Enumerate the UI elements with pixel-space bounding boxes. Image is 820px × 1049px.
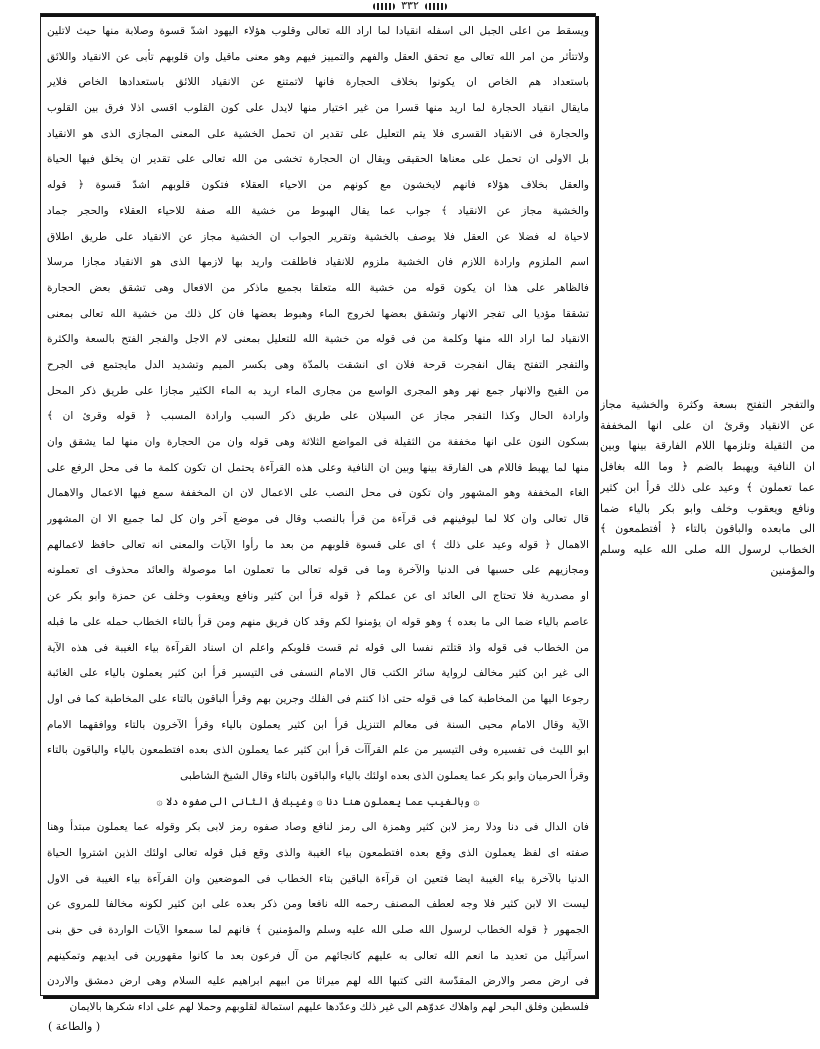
text-line: مايقال انقياد الحجارة لما اريد منها قسرا من غير اختيار منها لايدل على كون القلوب اقسى اذلا فرق بين القلوب bbox=[47, 102, 589, 115]
text-line: او مصدرية فلا تحتاج الى العائد اى عن عملكم ﴿ قوله قرأ ابن كثير ونافع ويعقوب وخلف عن حمزة وابو بكر عن bbox=[47, 590, 589, 603]
text-line: الجمهور ﴿ قوله الخطاب لرسول الله صلى الله عليه وسلم والمؤمنين ﴾ فانهم لما سمعوا الآيات الواردة فى حق بنى bbox=[47, 924, 589, 937]
margin-note-line: ان النافية ويهبط بالضم ﴿ وما الله بغافل bbox=[600, 460, 815, 474]
text-line: فلسطين وفلق البحر لهم واهلاك عدوّهم الى غير ذلك وعدّدها عليهم استمالة لقلوبهم وحملا لهم على اداء شكرها بالايمان bbox=[69, 1001, 589, 1014]
text-line: باستعداد هم الخاص ان يكونوا بخلاف الحجارة فانها لاتمتنع عن الانقياد اللائق باستعدادها الخاص فلاير bbox=[47, 76, 589, 89]
text-line: قال تعالى وان كلا لما ليوفينهم فى قرآءة من قرأ بالنصب وقال فى موضع آخر وان كل لما جميع الا ان المشهور bbox=[47, 513, 589, 526]
text-line: وارادة الحال وكذا التفجر مجاز عن السيلان على طريق ذكر السبب وارادة المسبب ﴿ قوله وقرئ ان ﴾ bbox=[47, 410, 589, 423]
ornament-icon bbox=[373, 3, 395, 10]
margin-note-line: ونافع ويعقوب وخلف وابو بكر بالياء ضما bbox=[600, 501, 815, 515]
text-line: اسم الملزوم وارادة اللازم فان الخشية ملزوم للانقياد فاطلقت واريد بها لازمها الذى هو الانقياد مجازا مرسلا bbox=[47, 256, 589, 269]
text-line: والخشية مجاز عن الانقياد ﴾ جواب عما يقال الهبوط من خشية الله صفة للاحياء العقلاء والحجر جماد bbox=[47, 204, 589, 217]
text-line: الدنيا بالآخرة بياء الغيبة ايضا فتعين ان قرآءة الباقين بتاء الخطاب فى الموضعين وان القرآءة بياء الغيبة فى الاول bbox=[47, 872, 589, 885]
text-line: والحجارة فى الانقياد القسرى فلا يتم التعليل على تقدير ان تحمل الخشية على المعنى المجازى الذى هو الانقياد bbox=[47, 127, 589, 140]
text-line: اسرآئيل من تعديد ما انعم الله تعالى به عليهم كانجائهم من آل فرعون بعد ما كانوا مقهورين فى ايديهم وتمكينهم bbox=[47, 949, 589, 962]
text-line: تشققا مؤديا الى تفجر الانهار وتشقق بعضها لخروج الماء وهبوط بعضها فان كل ذلك من خشية الله تعالى بمعنى bbox=[47, 307, 589, 320]
text-line: ليست الا لابن كثير فلا وجه لعطف المصنف رحمه الله نافعا ومن ذكر بعده على ابن كثير لكونه مخالفا للمروى عن bbox=[47, 898, 589, 911]
text-line: الى غير ابن كثير مخالف لرواية سائر الكتب قال الامام النسفى فى التيسير قرأ ابن كثير يعملون بالياء على الغائبة bbox=[47, 667, 589, 680]
text-line: والعقل بخلاف هؤلاء فانهم لايخشون مع كونهم من الاحياء العقلاء فتكون قلوبهم اشدّ قسوة ﴿ قوله bbox=[47, 179, 589, 192]
text-line: الغاء المخففة وهو المشهور وان تكون فى محل النصب على الاعمال لان ان المخففة سمع فيها الاعمال والاهمال bbox=[47, 487, 589, 500]
text-line: بل الاولى ان تحمل على معناها الحقيقى ويقال ان الحجارة تخشى من الله تعالى على تقدير ان يخلق فيها الحياة bbox=[47, 153, 589, 166]
text-line: رجوعا اليها من المخاطبة كما فى قوله حتى اذا كنتم فى الفلك وجرين بهم وقرأ الباقون بالتاء على المخاطبة كما فى اول bbox=[47, 692, 589, 705]
text-line: لاحياة له فضلا عن العقل فلا يوصف بالخشية وتقرير الجواب ان الخشية مجاز عن الانقياد على طريق اطلاق bbox=[47, 230, 589, 243]
text-line: بسكون النون على انها مخففة من الثقيلة فى المواضع الثلاثة وهى قوله وان من الحجارة وان منها لما يشقق وان bbox=[47, 436, 589, 448]
text-line: صفته اى لفظ يعملون الذى وقع بعده افتطمعون بياء الغيبة والذى وقع قبل قوله تعالى اولئك الذين اشتروا الحياة bbox=[47, 847, 589, 859]
catchword: ( والطاعة ) bbox=[48, 1020, 101, 1033]
margin-note-line: من الثقيلة وتلزمها اللام الفارقة بينها وبين bbox=[600, 439, 815, 453]
margin-note-line: الى مابعده والباقون بالتاء ﴿ أفتطمعون ﴾ bbox=[600, 522, 815, 536]
text-line: ويسقط من اعلى الجبل الى اسفله انقيادا لما اراد الله تعالى وقلوب هؤلاء اليهود اشدّ قسوة وصلابة منها حيث لاتلين bbox=[47, 25, 589, 37]
main-text-body bbox=[47, 19, 589, 1021]
ornament-icon bbox=[425, 3, 447, 10]
text-line: فالظاهر على هذا ان يكون قوله من خشية الله متعلقا بجميع ماذكر من الافعال وهى تشقق بعض الحجارة bbox=[47, 281, 589, 294]
text-line: من الخطاب فى قوله واذ قتلتم نفسا الى قوله ثم قست قلوبكم واعلم ان اسناد القرآءة بياء الغيبة فى هذه الآية bbox=[47, 641, 589, 654]
page-header bbox=[300, 0, 520, 12]
margin-note-line: الخطاب لرسول الله صلى الله عليه وسلم bbox=[600, 542, 815, 556]
main-text-frame bbox=[40, 13, 596, 1014]
page-number: ٣٣٢ bbox=[401, 0, 419, 12]
margin-note bbox=[600, 395, 815, 581]
margin-note-line: عن الانقياد وقرئ ان على انها المخففة bbox=[600, 418, 815, 432]
text-line: الآية وقال الامام محيى السنة فى معالم التنزيل قرأ ابن كثير يعملون بالياء وقرأ الآخرون بالتاء ووافقهما الامام bbox=[47, 718, 589, 731]
text-line: فان الدال فى دنا ودلا رمز لابن كثير وهمزة الى رمز لنافع وصاد صفوه رمز لابى بكر وقوله عما يعملون مبتدأ وهنا bbox=[47, 821, 589, 834]
text-line: فى ارض مصر والارض المقدّسة التى كتبها الله لهم ميراثا من ابيهم ابراهيم عليه السلام وهى ارض دمشق والاردن bbox=[47, 975, 589, 988]
text-line: ومجازيهم على حسبها فى الدنيا والآخرة وما فى قوله تعالى ما تعملون اما موصولة والعائد محذوف اى تعملونه bbox=[47, 564, 589, 577]
text-line: الانقياد لما اراد الله منها وكلمة من فى قوله من خشية الله للتعليل بمعنى لام الاجل والفجر الفتح بالسعة والكثرة bbox=[47, 333, 589, 346]
text-line: ولاتتأثر من امر الله تعالى مع تحقق العقل والفهم والتمييز فيهم وهو معنى ماقيل وان قلوبهم تأبى عن الانقياد واللائق bbox=[47, 50, 589, 63]
margin-note-line: والمؤمنين bbox=[770, 563, 815, 577]
text-line: ۞ وبالغيب عما يعملون هنا دنا ۞ وغيبك فى الثانى الى صفوه دلا ۞ bbox=[156, 795, 480, 808]
text-line: ابو الليث فى تفسيره وفى التيسير من علم القرآآت قرأ ابن كثير عما يعملون الذى بعده افتطمعون بالياء والباقون بالتاء bbox=[47, 744, 589, 757]
margin-note-line: عما تعملون ﴾ وعيد على ذلك قرأ ابن كثير bbox=[600, 480, 815, 494]
text-line: وقرأ الحرميان وابو بكر عما يعملون الذى بعده اولئك بالياء والباقون بالتاء وقال الشيخ الشاطبى bbox=[180, 769, 589, 782]
text-line: الاهمال ﴿ قوله وعيد على ذلك ﴾ اى على قسوة قلوبهم من بعد ما رأوا الآيات والمعنى انه تعالى حافظ لاعمالهم bbox=[47, 538, 589, 551]
text-line: من القيح والانهار جمع نهر وهو المجرى الواسع من مجارى الماء اريد به الماء الكثير مجازا على طريق ذكر المحل bbox=[47, 384, 589, 397]
text-line: والتفجر التفتح يقال انفجرت قرحة فلان اى انشقت بالمدّة وهى بكسر الميم وتشديد الدل مايجتمع فى الجرح bbox=[47, 358, 589, 371]
margin-note-line: والتفجر التفتح بسعة وكثرة والخشية مجاز bbox=[600, 398, 815, 411]
text-line: عاصم بالياء ضما الى ما بعده ﴾ وهو قوله ان يؤمنوا لكم وقد كان فريق منهم ومن قرأ بالتاء الخطاب حمله على ما قبله bbox=[47, 615, 589, 628]
text-line: منها لما يهبط فاللام هى الفارقة بينها وبين ان النافية وعلى هذه القرآءة يحتمل ان تكون كلمة ما فى محل الرفع على bbox=[47, 461, 589, 474]
